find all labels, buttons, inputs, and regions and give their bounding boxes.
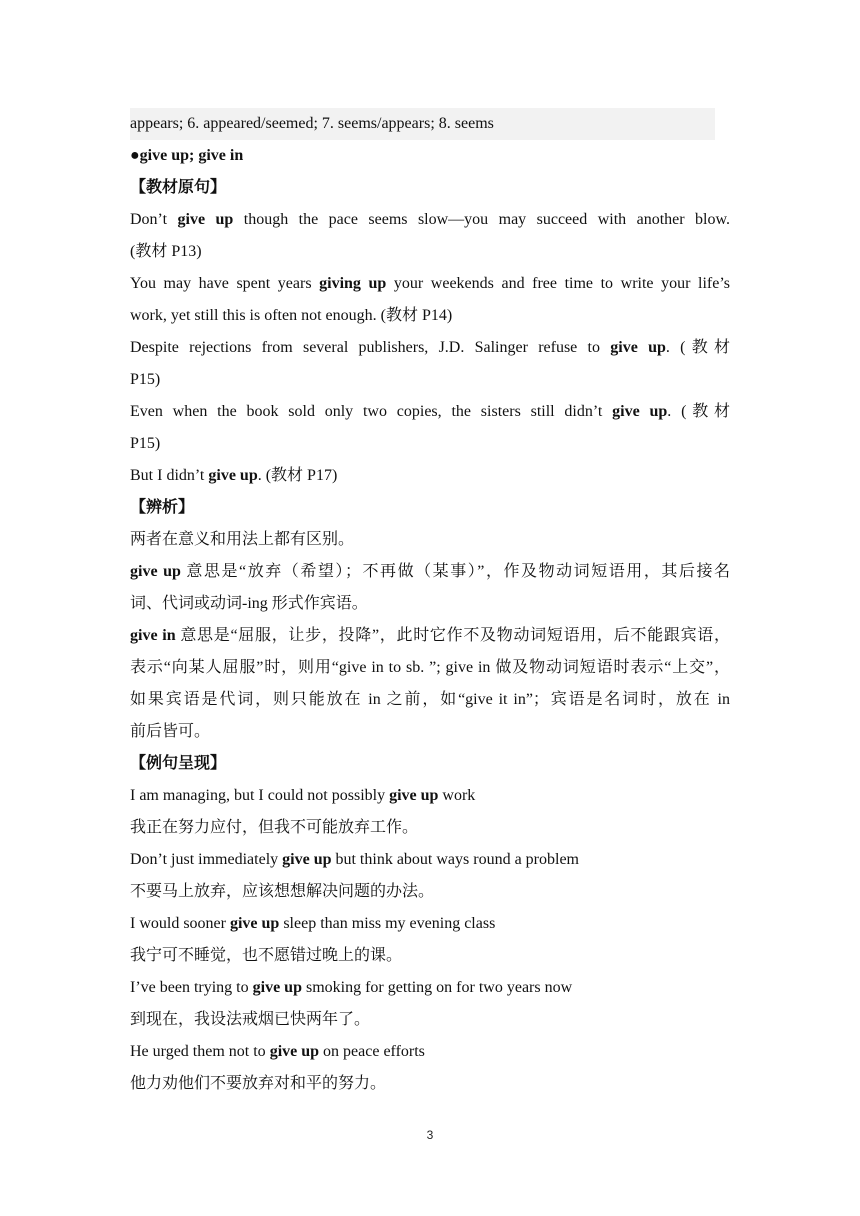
section-heading-textbook: 【教材原句】 (130, 179, 227, 196)
analysis-intro: 两者在意义和用法上都有区别。 (130, 531, 355, 548)
textbook-sentence: Despite rejections from several publishers, J.D. Salinger refuse to give up. (教材 (130, 339, 730, 356)
example-sentence: I would sooner give up sleep than miss my evening class (130, 915, 496, 932)
answer-key-line: appears; 6. appeared/seemed; 7. seems/appears; 8. seems (130, 108, 715, 140)
example-translation: 不要马上放弃，应该想想解决问题的办法。 (130, 883, 435, 900)
textbook-sentence: Don’t give up though the pace seems slow—you may succeed with another blow. (130, 211, 731, 228)
textbook-reference: P15) (130, 435, 161, 452)
section-heading-examples: 【例句呈现】 (130, 755, 227, 772)
example-sentence: I’ve been trying to give up smoking for getting on for two years now (130, 979, 573, 996)
example-translation: 到现在，我设法戒烟已快两年了。 (130, 1011, 371, 1028)
example-sentence: I am managing, but I could not possibly give up work (130, 787, 476, 804)
analysis-giveup-cont: 词、代词或动词-ing 形式作宾语。 (130, 595, 368, 612)
page-number: 3 (426, 1128, 434, 1142)
textbook-sentence: But I didn’t give up. (教材 P17) (130, 467, 338, 484)
textbook-reference: P15) (130, 371, 161, 388)
textbook-sentence: You may have spent years giving up your weekends and free time to write your life’s (130, 275, 730, 292)
textbook-sentence: Even when the book sold only two copies, the sisters still didn’t give up. (教材 (130, 403, 730, 420)
section-heading-analysis: 【辨析】 (130, 499, 195, 516)
analysis-giveup: give up 意思是“放弃（希望）；不再做（某事）”，作及物动词短语用，其后接名 (130, 563, 730, 580)
analysis-givein-cont: 前后皆可。 (130, 723, 211, 740)
example-sentence: Don’t just immediately give up but think about ways round a problem (130, 851, 579, 868)
analysis-givein: give in 意思是“屈服，让步，投降”，此时它作不及物动词短语用，后不能跟宾语， (130, 627, 730, 644)
example-sentence: He urged them not to give up on peace efforts (130, 1043, 425, 1060)
analysis-givein-cont: 表示“向某人屈服”时，则用“give in to sb. ”; give in 做及物动词短语时表示“上交”， (130, 659, 730, 676)
example-translation: 我正在努力应付，但我不可能放弃工作。 (130, 819, 419, 836)
textbook-sentence-cont: work, yet still this is often not enough. (教材 P14) (130, 307, 453, 324)
example-translation: 我宁可不睡觉，也不愿错过晚上的课。 (130, 947, 403, 964)
phrase-heading: ●give up; give in (130, 147, 244, 164)
textbook-reference: (教材 P13) (130, 243, 202, 260)
analysis-givein-cont: 如果宾语是代词，则只能放在 in 之前，如“give it in”；宾语是名词时，放在 in (130, 691, 730, 708)
example-translation: 他力劝他们不要放弃对和平的努力。 (130, 1075, 387, 1092)
